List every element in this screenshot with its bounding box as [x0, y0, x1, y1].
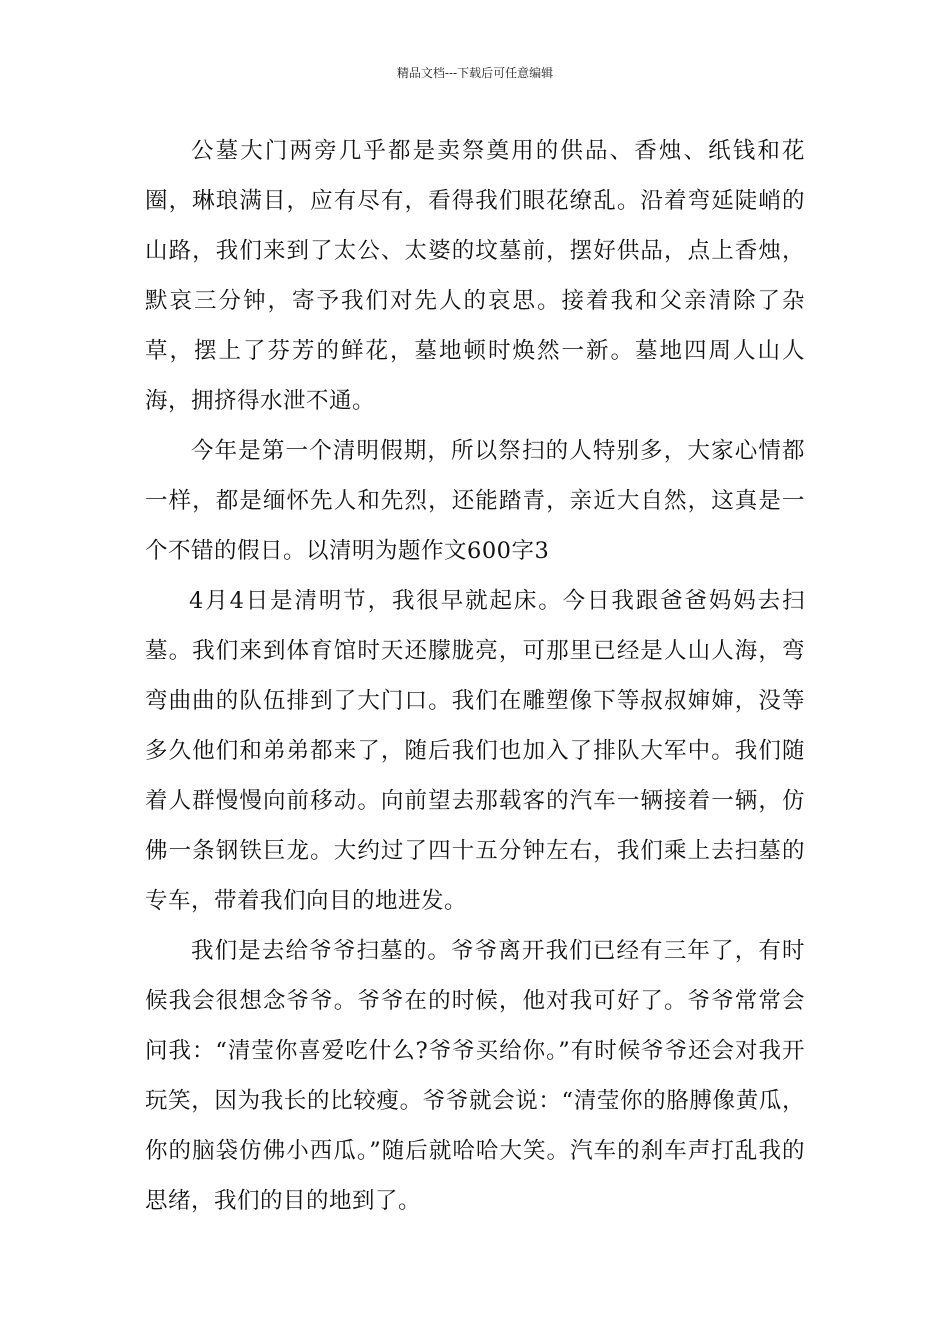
- paragraph-cemetery-gate: 公墓大门两旁几乎都是卖祭奠用的供品、香烛、纸钱和花圈，琳琅满目，应有尽有，看得我们眼花缭乱。沿着弯延陡峭的山路，我们来到了太公、太婆的坟墓前，摆好供品，点上香烛，默哀三分钟，寄予我们对先人的哀思。接着我和父亲清除了杂草，摆上了芬芳的鲜花，墓地顿时焕然一新。墓地四周人山人海，拥挤得水泄不通。: [145, 138, 805, 414]
- paragraph-april-fourth: 4月4日是清明节，我很早就起床。今日我跟爸爸妈妈去扫墓。我们来到体育馆时天还朦胧亮，可那里已经是人山人海，弯弯曲曲的队伍排到了大门口。我们在雕塑像下等叔叔婶婶，没等多久他们和弟弟都来了，随后我们也加入了排队大军中。我们随着人群慢慢向前移动。向前望去那载客的汽车一辆接着一辆，仿佛一条钢铁巨龙。大约过了四十五分钟左右，我们乘上去扫墓的专车，带着我们向目的地进发。: [145, 588, 805, 914]
- paragraph-grandfather: 我们是去给爷爷扫墓的。爷爷离开我们已经有三年了，有时候我会很想念爷爷。爷爷在的时候，他对我可好了。爷爷常常会问我：“清莹你喜爱吃什么?爷爷买给你。”有时候爷爷还会对我开玩笑，因为我长的比较瘦。爷爷就会说：“清莹你的胳膊像黄瓜，你的脑袋仿佛小西瓜。”随后就哈哈大笑。汽车的刹车声打乱我的思绪，我们的目的地到了。: [145, 938, 805, 1214]
- paragraph-qingming-holiday: 今年是第一个清明假期，所以祭扫的人特别多，大家心情都一样，都是缅怀先人和先烈，还能踏青，亲近大自然，这真是一个不错的假日。以清明为题作文600字3: [145, 438, 805, 564]
- page-header: 精品文档---下载后可任意编辑: [396, 66, 554, 80]
- document-body: [145, 126, 805, 1226]
